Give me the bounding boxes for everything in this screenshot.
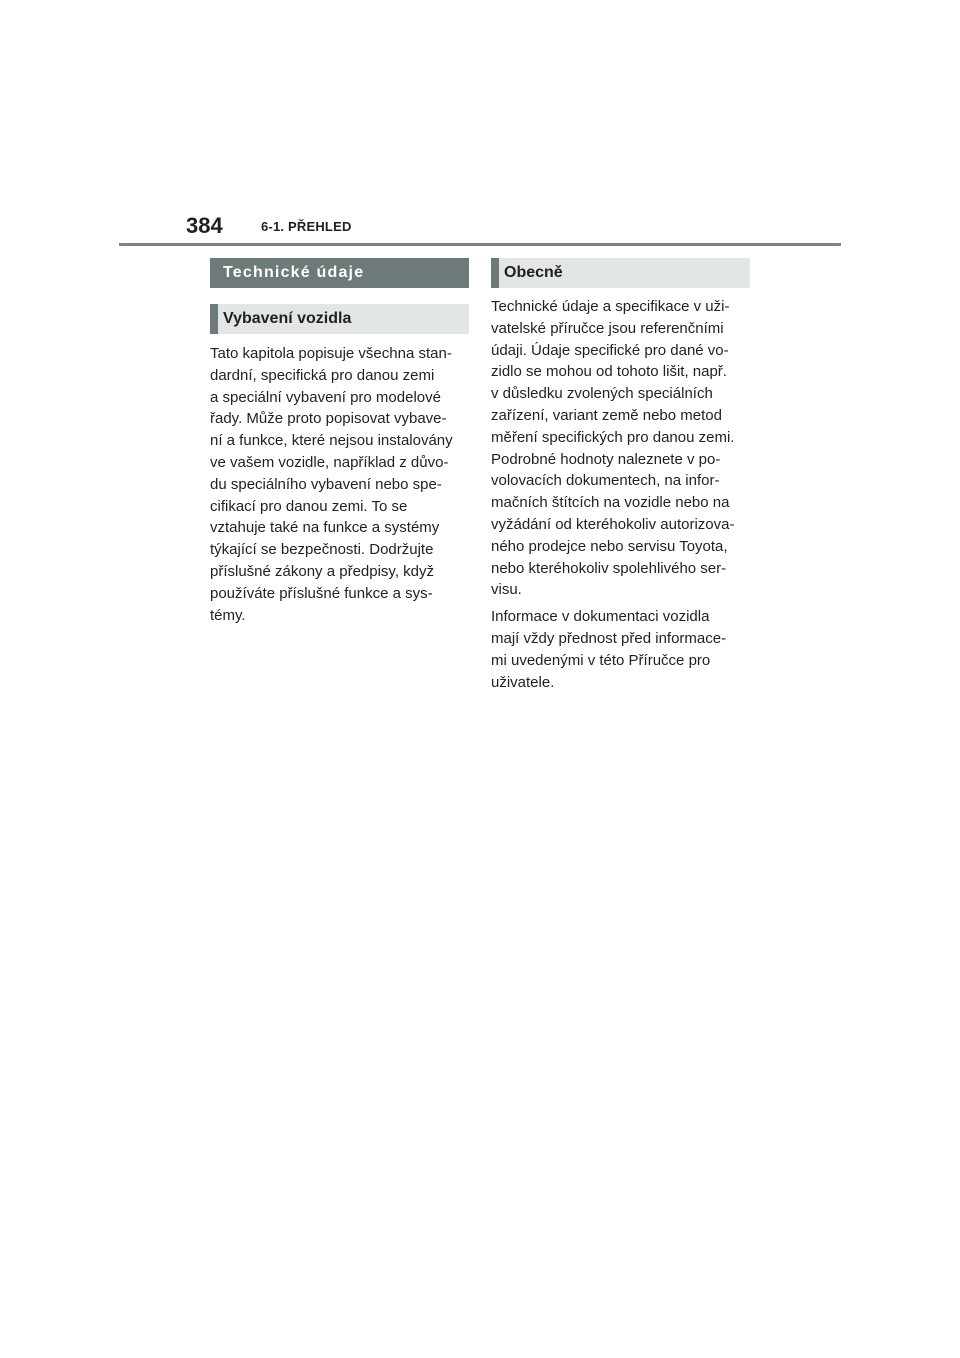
- text-line: mi uvedenými v této Příručce pro: [491, 651, 711, 669]
- subheading-vehicle-equipment: Vybavení vozidla: [210, 304, 469, 334]
- text-line: mačních štítcích na vozidle nebo na: [491, 494, 730, 512]
- text-line: volovacích dokumentech, na infor-: [491, 472, 720, 490]
- text-line: ní a funkce, které nejsou instalovány: [210, 432, 453, 450]
- subheading-general: Obecně: [491, 258, 750, 288]
- text-line: vatelské příručce jsou referenčními: [491, 319, 724, 337]
- text-line: měření specifických pro danou zemi.: [491, 428, 735, 446]
- text-line: mají vždy přednost před informace-: [491, 629, 727, 647]
- text-line: ve vašem vozidle, například z důvo-: [210, 453, 449, 471]
- right-column: [491, 258, 750, 693]
- text-line: zařízení, variant země nebo metod: [491, 406, 722, 424]
- text-line: dardní, specifická pro danou zemi: [210, 366, 435, 384]
- text-line: Tato kapitola popisuje všechna stan-: [210, 345, 452, 362]
- text-line: cifikací pro danou zemi. To se: [210, 497, 408, 515]
- page-number: 384: [186, 213, 223, 238]
- text-line: visu.: [491, 581, 522, 599]
- left-column: [210, 258, 469, 626]
- text-line: vztahuje také na funkce a systémy: [210, 519, 440, 537]
- text-line: v důsledku zvolených speciálních: [491, 385, 713, 403]
- text-line: týkající se bezpečnosti. Dodržujte: [210, 541, 434, 559]
- text-line: du speciálního vybavení nebo spe-: [210, 475, 442, 493]
- text-line: témy.: [210, 606, 246, 624]
- text-line: zidlo se mohou od tohoto lišit, např.: [491, 363, 727, 381]
- text-line: uživatele.: [491, 673, 555, 691]
- text-line: příslušné zákony a předpisy, když: [210, 562, 434, 580]
- text-line: údaji. Údaje specifické pro dané vo-: [491, 341, 729, 359]
- text-line: ného prodejce nebo servisu Toyota,: [491, 537, 728, 555]
- text-line: řady. Může proto popisovat vybave-: [210, 410, 447, 428]
- text-line: Informace v dokumentaci vozidla: [491, 608, 710, 626]
- text-line: nebo kteréhokoliv spolehlivého ser-: [491, 559, 727, 577]
- text-line: Technické údaje a specifikace v uži-: [491, 298, 730, 315]
- chapter-banner: Technické údaje: [210, 258, 469, 288]
- text-line: Podrobné hodnoty naleznete v po-: [491, 450, 721, 468]
- paragraph-general-specs: [491, 296, 750, 601]
- text-line: a speciální vybavení pro modelové: [210, 388, 441, 406]
- paragraph-vehicle-equipment: [210, 343, 469, 626]
- header-divider: [119, 243, 841, 246]
- text-line: používáte příslušné funkce a sys-: [210, 584, 433, 602]
- text-line: vyžádání od kteréhokoliv autorizova-: [491, 515, 735, 533]
- paragraph-documentation-priority: [491, 606, 750, 693]
- section-title: 6-1. PŘEHLED: [261, 219, 352, 234]
